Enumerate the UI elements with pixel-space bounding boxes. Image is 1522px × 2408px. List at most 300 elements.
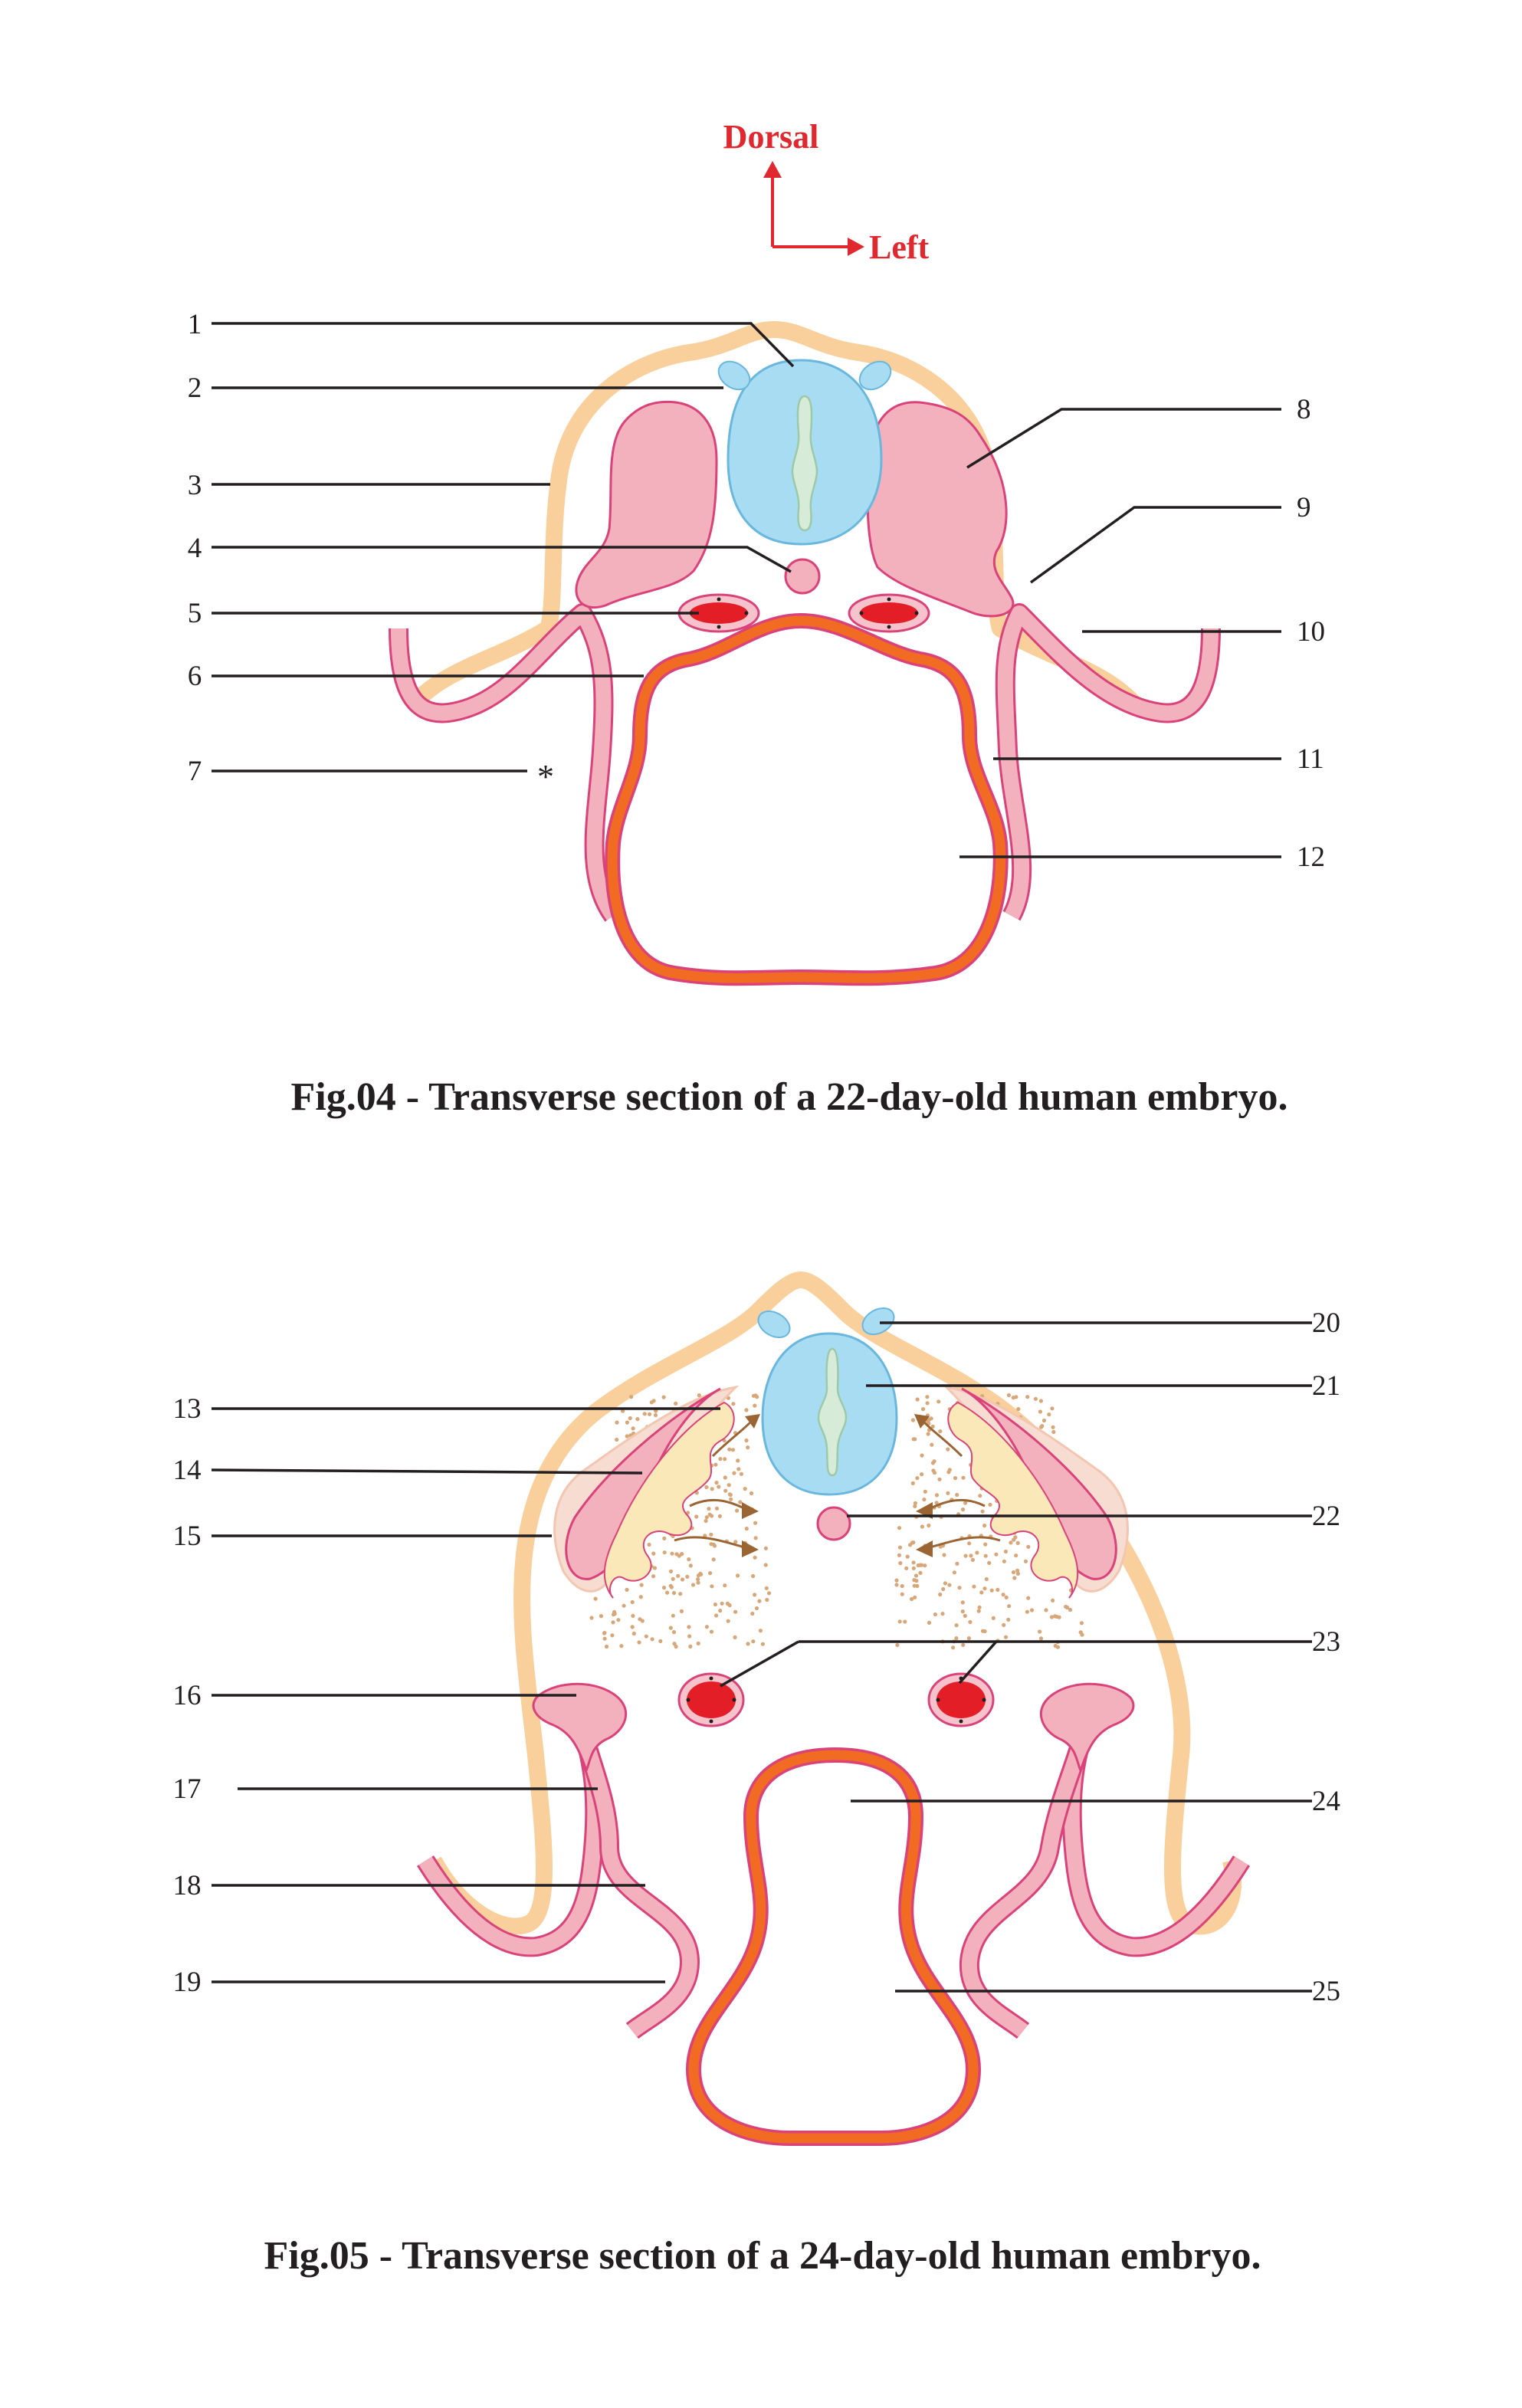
mesenchyme-dot <box>736 1458 740 1462</box>
mesenchyme-dot <box>710 1487 714 1491</box>
mesenchyme-dot <box>961 1609 965 1613</box>
mesenchyme-dot <box>736 1573 740 1577</box>
mesenchyme-dot <box>712 1557 716 1561</box>
mesenchyme-dot <box>632 1632 636 1635</box>
mesenchyme-dot <box>697 1393 701 1397</box>
mesenchyme-dot <box>1004 1550 1008 1553</box>
mesenchyme-dot <box>954 1636 958 1640</box>
mesenchyme-dot <box>953 1476 957 1480</box>
mesenchyme-dot <box>1055 1615 1058 1619</box>
mesenchyme-dot <box>938 1429 942 1433</box>
mesenchyme-dot <box>983 1629 987 1633</box>
mesenchyme-dot <box>753 1593 756 1596</box>
mesenchyme-dot <box>710 1630 713 1634</box>
mesenchyme-dot <box>594 1597 598 1601</box>
mesenchyme-dot <box>615 1438 618 1442</box>
mesenchyme-dot <box>704 1485 708 1489</box>
fig04-label-4: 4 <box>187 533 202 564</box>
mesenchyme-dot <box>640 1583 644 1587</box>
mesenchyme-dot <box>674 1402 677 1406</box>
mesenchyme-dot <box>981 1510 985 1514</box>
mesenchyme-dot <box>920 1472 923 1476</box>
mesenchyme-dot <box>688 1645 692 1649</box>
mesenchyme-dot <box>935 1493 939 1497</box>
mesenchyme-dot <box>631 1625 635 1629</box>
mesenchyme-dot <box>713 1544 717 1547</box>
mesenchyme-dot <box>723 1583 727 1587</box>
mesenchyme-dot <box>733 1610 737 1614</box>
mesenchyme-dot <box>647 1543 651 1547</box>
mesenchyme-dot <box>1054 1644 1058 1648</box>
mesenchyme-dot <box>900 1593 904 1596</box>
mesenchyme-dot <box>736 1467 740 1471</box>
mesenchyme-dot <box>1080 1632 1084 1636</box>
mesenchyme-dot <box>746 1445 750 1449</box>
mesenchyme-dot <box>631 1600 635 1604</box>
mesenchyme-dot <box>669 1584 673 1588</box>
fig05-label-23: 23 <box>1312 1626 1340 1658</box>
mesenchyme-dot <box>629 1395 633 1399</box>
mesenchyme-dot <box>680 1609 684 1613</box>
mesenchyme-dot <box>602 1631 606 1635</box>
mesenchyme-dot <box>915 1476 919 1480</box>
mesenchyme-dot <box>933 1612 937 1616</box>
mesenchyme-dot <box>967 1541 971 1545</box>
mesenchyme-dot <box>687 1557 690 1561</box>
fig05-dorsal-aorta-left <box>679 1674 743 1726</box>
fig05-label-18: 18 <box>172 1870 202 1901</box>
mesenchyme-dot <box>723 1457 727 1461</box>
mesenchyme-dot <box>718 1514 722 1518</box>
mesenchyme-dot <box>732 1471 736 1475</box>
mesenchyme-dot <box>635 1417 639 1421</box>
mesenchyme-dot <box>894 1583 898 1586</box>
mesenchyme-dot <box>746 1642 750 1645</box>
mesenchyme-dot <box>1068 1608 1072 1612</box>
mesenchyme-dot <box>698 1572 702 1576</box>
mesenchyme-dot <box>672 1591 676 1595</box>
mesenchyme-dot <box>717 1484 720 1488</box>
mesenchyme-dot <box>622 1604 626 1608</box>
mesenchyme-dot <box>767 1591 771 1595</box>
mesenchyme-dot <box>625 1434 629 1438</box>
fig04-diagram <box>188 309 1325 978</box>
mesenchyme-dot <box>961 1476 965 1480</box>
mesenchyme-dot <box>987 1561 991 1565</box>
mesenchyme-dot <box>964 1554 968 1558</box>
fig05-label-25: 25 <box>1312 1976 1340 2007</box>
fig04-label-3: 3 <box>187 470 202 501</box>
fig05-lateral-plate-left <box>425 1728 595 1947</box>
fig04-asterisk: * <box>537 758 554 796</box>
mesenchyme-dot <box>1039 1399 1043 1402</box>
mesenchyme-dot <box>697 1642 700 1645</box>
mesenchyme-dot <box>900 1584 904 1588</box>
mesenchyme-dot <box>898 1561 902 1565</box>
mesenchyme-dot <box>897 1526 901 1530</box>
mesenchyme-dot <box>671 1577 675 1581</box>
mesenchyme-dot <box>925 1395 929 1399</box>
fig04-dorsal-aorta-right <box>849 595 929 632</box>
fig04-label-1: 1 <box>187 309 202 340</box>
mesenchyme-dot <box>933 1471 936 1475</box>
mesenchyme-dot <box>904 1567 908 1570</box>
mesenchyme-dot <box>723 1475 727 1479</box>
mesenchyme-dot <box>714 1613 718 1617</box>
fig05-label-22: 22 <box>1312 1501 1340 1532</box>
mesenchyme-dot <box>713 1603 717 1606</box>
mesenchyme-dot <box>753 1521 757 1525</box>
mesenchyme-dot <box>982 1524 986 1527</box>
mesenchyme-dot <box>1007 1393 1011 1397</box>
mesenchyme-dot <box>674 1645 678 1649</box>
mesenchyme-dot <box>947 1583 951 1587</box>
mesenchyme-dot <box>927 1432 930 1435</box>
mesenchyme-dot <box>731 1402 735 1406</box>
mesenchyme-dot <box>894 1579 898 1583</box>
mesenchyme-dot <box>914 1573 918 1577</box>
mesenchyme-dot <box>942 1553 946 1557</box>
mesenchyme-dot <box>911 1481 915 1485</box>
mesenchyme-dot <box>912 1578 916 1582</box>
mesenchyme-dot <box>921 1407 925 1411</box>
fig04-label-10: 10 <box>1297 616 1325 648</box>
mesenchyme-dot <box>651 1552 655 1556</box>
mesenchyme-dot <box>903 1619 907 1623</box>
fig04-label-8: 8 <box>1297 394 1311 425</box>
mesenchyme-dot <box>961 1600 965 1604</box>
mesenchyme-dot <box>979 1590 983 1594</box>
mesenchyme-dot <box>961 1507 965 1511</box>
mesenchyme-dot <box>727 1619 730 1623</box>
fig04-notochord <box>786 559 819 593</box>
mesenchyme-dot <box>967 1636 971 1640</box>
fig04-label-9: 9 <box>1297 492 1311 523</box>
mesenchyme-dot <box>912 1560 916 1564</box>
mesenchyme-dot <box>1039 1636 1043 1640</box>
mesenchyme-dot <box>654 1413 658 1417</box>
mesenchyme-dot <box>713 1463 717 1467</box>
left-label: Left <box>869 228 930 266</box>
mesenchyme-dot <box>610 1633 614 1637</box>
mesenchyme-dot <box>946 1448 950 1452</box>
mesenchyme-dot <box>751 1639 755 1643</box>
mesenchyme-dot <box>937 1478 941 1481</box>
mesenchyme-dot <box>625 1421 629 1425</box>
mesenchyme-dot <box>1026 1596 1030 1600</box>
mesenchyme-dot <box>985 1577 989 1581</box>
mesenchyme-dot <box>1007 1604 1011 1608</box>
mesenchyme-dot <box>685 1575 689 1579</box>
fig05-leader-23-left <box>720 1642 799 1686</box>
mesenchyme-dot <box>733 1635 736 1639</box>
fig04-label-7: 7 <box>187 756 202 787</box>
mesenchyme-dot <box>689 1563 693 1567</box>
mesenchyme-dot <box>1064 1605 1068 1609</box>
mesenchyme-dot <box>714 1481 718 1484</box>
mesenchyme-dot <box>996 1588 999 1592</box>
mesenchyme-dot <box>729 1493 733 1497</box>
mesenchyme-dot <box>743 1487 747 1491</box>
fig05-label-17: 17 <box>172 1773 202 1805</box>
mesenchyme-dot <box>750 1491 753 1495</box>
mesenchyme-dot <box>751 1574 755 1578</box>
mesenchyme-dot <box>718 1609 722 1612</box>
mesenchyme-dot <box>906 1555 910 1559</box>
fig05-notochord <box>818 1507 850 1540</box>
mesenchyme-dot <box>755 1395 759 1399</box>
mesenchyme-dot <box>691 1583 695 1586</box>
mesenchyme-dot <box>895 1643 899 1647</box>
mesenchyme-dot <box>665 1591 669 1595</box>
fig05-label-19: 19 <box>172 1967 202 1998</box>
mesenchyme-dot <box>927 1524 930 1527</box>
fig05-label-13: 13 <box>172 1393 202 1425</box>
mesenchyme-dot <box>603 1637 607 1641</box>
mesenchyme-dot <box>1014 1553 1018 1557</box>
mesenchyme-dot <box>669 1570 673 1573</box>
mesenchyme-dot <box>710 1542 713 1546</box>
mesenchyme-dot <box>994 1553 998 1557</box>
mesenchyme-dot <box>897 1553 901 1557</box>
mesenchyme-dot <box>727 1483 731 1487</box>
mesenchyme-dot <box>992 1616 996 1620</box>
mesenchyme-dot <box>599 1614 603 1618</box>
mesenchyme-dot <box>761 1642 765 1646</box>
mesenchyme-dot <box>651 1637 654 1641</box>
mesenchyme-dot <box>1042 1419 1046 1422</box>
mesenchyme-dot <box>658 1639 662 1643</box>
mesenchyme-dot <box>975 1550 979 1554</box>
mesenchyme-dot <box>908 1543 912 1547</box>
mesenchyme-dot <box>972 1585 976 1589</box>
mesenchyme-dot <box>911 1418 915 1422</box>
mesenchyme-dot <box>912 1567 916 1570</box>
mesenchyme-dot <box>955 1493 959 1497</box>
mesenchyme-dot <box>694 1514 698 1518</box>
mesenchyme-dot <box>1044 1608 1048 1612</box>
mesenchyme-dot <box>990 1589 994 1593</box>
mesenchyme-dot <box>718 1457 722 1461</box>
mesenchyme-dot <box>927 1621 931 1625</box>
mesenchyme-dot <box>1050 1406 1054 1410</box>
fig05-caption: Fig.05 - Transverse section of a 24-day-old human embryo. <box>264 2234 1261 2278</box>
mesenchyme-dot <box>709 1533 713 1537</box>
mesenchyme-dot <box>731 1448 735 1452</box>
mesenchyme-dot <box>726 1602 730 1606</box>
mesenchyme-dot <box>1002 1623 1005 1627</box>
mesenchyme-dot <box>755 1606 759 1610</box>
mesenchyme-dot <box>963 1614 967 1618</box>
mesenchyme-dot <box>920 1524 924 1528</box>
mesenchyme-dot <box>744 1408 748 1412</box>
mesenchyme-dot <box>943 1581 947 1585</box>
mesenchyme-dot <box>1038 1629 1041 1633</box>
mesenchyme-dot <box>676 1574 680 1578</box>
mesenchyme-dot <box>705 1515 709 1519</box>
mesenchyme-dot <box>663 1550 667 1554</box>
mesenchyme-dot <box>612 1610 616 1614</box>
dorsal-arrowhead-icon <box>763 161 782 178</box>
mesenchyme-dot <box>710 1584 713 1588</box>
mesenchyme-dot <box>750 1612 754 1616</box>
mesenchyme-dot <box>745 1527 749 1530</box>
mesenchyme-dot <box>1005 1596 1009 1599</box>
mesenchyme-dot <box>605 1645 608 1649</box>
mesenchyme-dot <box>910 1597 914 1601</box>
mesenchyme-dot <box>759 1629 763 1632</box>
mesenchyme-dot <box>727 1448 731 1452</box>
mesenchyme-dot <box>930 1443 933 1447</box>
mesenchyme-dot <box>687 1625 690 1629</box>
mesenchyme-dot <box>930 1416 933 1420</box>
mesenchyme-dot <box>955 1623 959 1627</box>
mesenchyme-dot <box>1002 1560 1006 1563</box>
mesenchyme-dot <box>920 1563 923 1567</box>
mesenchyme-dot <box>1012 1576 1016 1580</box>
fig04-label-6: 6 <box>187 661 202 692</box>
mesenchyme-dot <box>936 1399 940 1403</box>
mesenchyme-dot <box>1004 1635 1008 1639</box>
mesenchyme-dot <box>946 1491 950 1495</box>
mesenchyme-dot <box>988 1503 992 1507</box>
mesenchyme-dot <box>961 1643 965 1647</box>
mesenchyme-dot <box>955 1562 959 1566</box>
mesenchyme-dot <box>1038 1409 1042 1413</box>
fig04-label-11: 11 <box>1297 743 1324 775</box>
mesenchyme-dot <box>669 1626 673 1630</box>
mesenchyme-dot <box>941 1587 945 1591</box>
mesenchyme-dot <box>914 1501 917 1505</box>
mesenchyme-dot <box>764 1547 768 1550</box>
mesenchyme-dot <box>1012 1570 1015 1574</box>
mesenchyme-dot <box>940 1612 944 1616</box>
mesenchyme-dot <box>982 1586 986 1590</box>
mesenchyme-dot <box>589 1616 593 1619</box>
fig05-gut-tube <box>694 1755 973 2138</box>
mesenchyme-dot <box>757 1599 761 1603</box>
dorsal-label: Dorsal <box>723 118 819 156</box>
fig04-leader-9 <box>1031 507 1281 582</box>
mesenchyme-dot <box>1024 1560 1028 1563</box>
mesenchyme-dot <box>1051 1599 1055 1603</box>
orientation-indicator <box>723 118 930 266</box>
mesenchyme-dot <box>704 1519 708 1523</box>
mesenchyme-dot <box>619 1644 623 1648</box>
mesenchyme-dot <box>1016 1407 1020 1411</box>
fig05-label-21: 21 <box>1312 1370 1340 1402</box>
mesenchyme-dot <box>923 1490 927 1494</box>
fig04-label-12: 12 <box>1297 841 1325 873</box>
mesenchyme-dot <box>1012 1538 1015 1542</box>
mesenchyme-dot <box>615 1421 618 1425</box>
fig04-primitive-gut-wall <box>612 621 1001 978</box>
mesenchyme-dot <box>913 1437 917 1441</box>
mesenchyme-dot <box>1025 1610 1029 1614</box>
mesenchyme-dot <box>931 1461 935 1465</box>
mesenchyme-dot <box>652 1399 656 1402</box>
mesenchyme-dot <box>662 1396 666 1399</box>
mesenchyme-dot <box>938 1593 942 1596</box>
mesenchyme-dot <box>1014 1395 1018 1399</box>
mesenchyme-dot <box>687 1634 691 1638</box>
mesenchyme-dot <box>705 1625 709 1629</box>
mesenchyme-dot <box>729 1498 733 1501</box>
mesenchyme-dot <box>710 1514 713 1517</box>
mesenchyme-dot <box>708 1571 712 1575</box>
mesenchyme-dot <box>648 1412 651 1416</box>
fig04-body-wall-right <box>1005 613 1211 916</box>
mesenchyme-dot <box>744 1439 748 1442</box>
mesenchyme-dot <box>696 1581 700 1585</box>
mesenchyme-dot <box>720 1602 724 1606</box>
mesenchyme-dot <box>651 1574 655 1578</box>
fig05-label-24: 24 <box>1312 1786 1340 1817</box>
mesenchyme-dot <box>1030 1608 1034 1612</box>
mesenchyme-dot <box>1016 1541 1020 1545</box>
mesenchyme-dot <box>677 1554 681 1558</box>
mesenchyme-dot <box>918 1571 922 1575</box>
mesenchyme-dot <box>764 1563 768 1567</box>
fig04-somite-left <box>576 402 717 607</box>
fig04-somite-right <box>868 402 1013 616</box>
mesenchyme-dot <box>1050 1615 1054 1619</box>
fig05-label-15: 15 <box>172 1521 202 1552</box>
mesenchyme-dot <box>637 1640 641 1644</box>
fig04-label-5: 5 <box>187 598 202 629</box>
mesenchyme-dot <box>898 1546 902 1550</box>
mesenchyme-dot <box>696 1577 700 1581</box>
mesenchyme-dot <box>1080 1621 1084 1625</box>
mesenchyme-dot <box>681 1577 684 1581</box>
fig04-caption: Fig.04 - Transverse section of a 22-day-old human embryo. <box>290 1075 1288 1119</box>
mesenchyme-dot <box>754 1536 758 1540</box>
mesenchyme-dot <box>616 1618 620 1622</box>
mesenchyme-dot <box>628 1416 632 1420</box>
mesenchyme-dot <box>978 1494 982 1498</box>
mesenchyme-dot <box>913 1584 917 1588</box>
mesenchyme-dot <box>948 1468 952 1471</box>
mesenchyme-dot <box>951 1645 955 1649</box>
mesenchyme-dot <box>1006 1618 1010 1622</box>
fig05-leader-14 <box>212 1470 642 1473</box>
mesenchyme-dot <box>765 1598 769 1602</box>
mesenchyme-dot <box>753 1556 757 1560</box>
mesenchyme-dot <box>920 1454 923 1458</box>
left-arrowhead-icon <box>848 238 864 256</box>
fig05-label-16: 16 <box>172 1680 202 1711</box>
mesenchyme-dot <box>611 1620 615 1624</box>
fig05-label-20: 20 <box>1312 1307 1340 1339</box>
mesenchyme-dot <box>672 1630 676 1634</box>
mesenchyme-dot <box>1025 1395 1029 1399</box>
mesenchyme-dot <box>671 1614 675 1618</box>
mesenchyme-dot <box>1051 1425 1055 1429</box>
mesenchyme-dot <box>1039 1425 1043 1429</box>
mesenchyme-dot <box>983 1543 987 1547</box>
mesenchyme-dot <box>662 1537 666 1540</box>
mesenchyme-dot <box>1051 1430 1055 1434</box>
mesenchyme-dot <box>1026 1545 1030 1549</box>
mesenchyme-dot <box>984 1554 988 1558</box>
mesenchyme-dot <box>1034 1397 1038 1401</box>
mesenchyme-dot <box>707 1507 710 1511</box>
mesenchyme-dot <box>1002 1593 1005 1596</box>
mesenchyme-dot <box>1009 1540 1012 1544</box>
mesenchyme-dot <box>968 1620 972 1624</box>
mesenchyme-dot <box>922 1498 926 1501</box>
mesenchyme-dot <box>631 1614 635 1618</box>
